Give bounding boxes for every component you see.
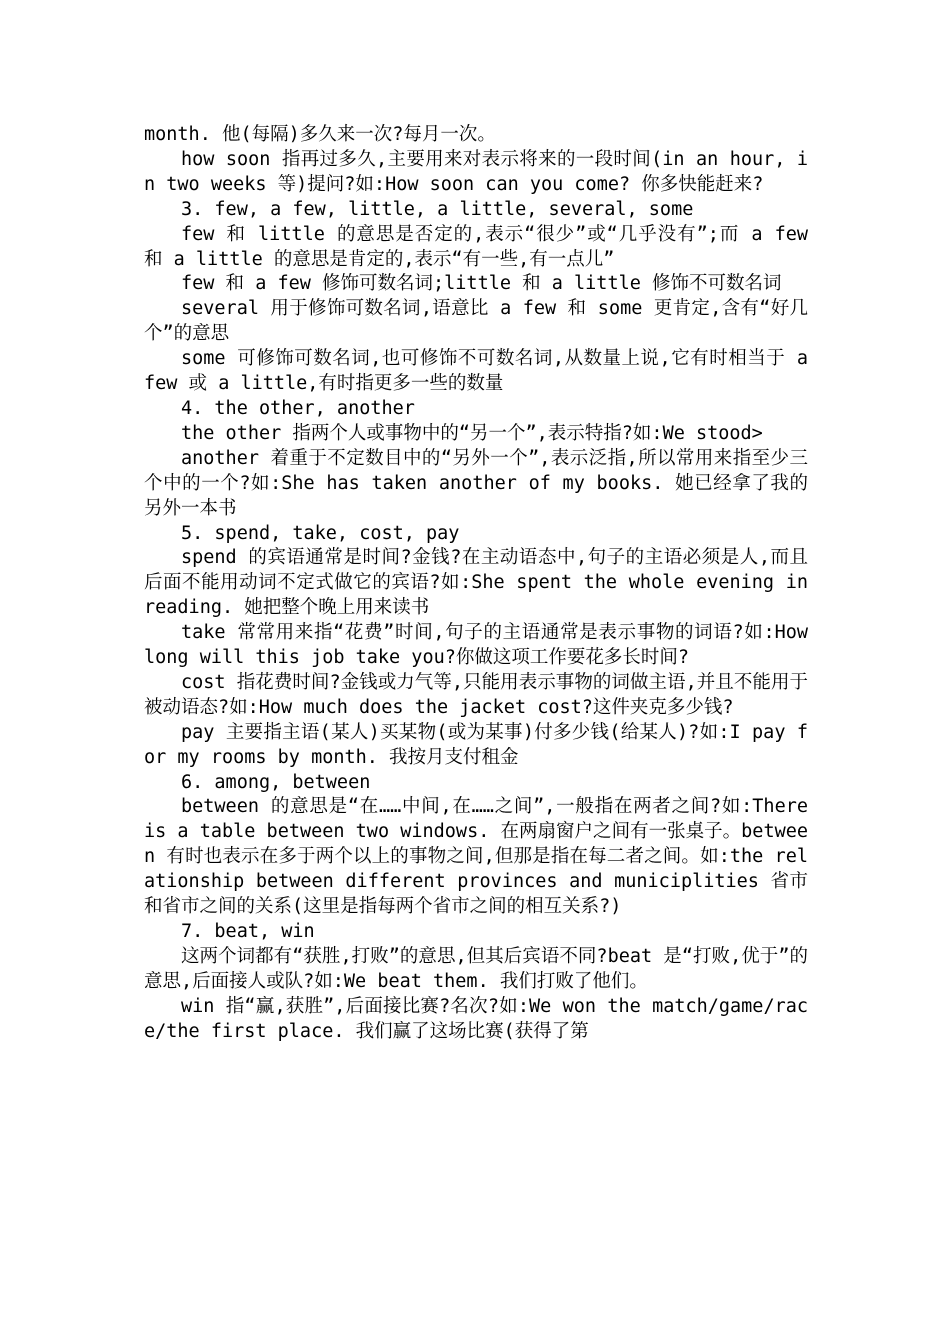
- paragraph-how-soon: how soon 指再过多久,主要用来对表示将来的一段时间(in an hour, in two weeks 等)提问?如:How soon can you come? 你多快能赶来?: [144, 148, 808, 195]
- paragraph-between: between 的意思是“在……中间,在……之间”,一般指在两者之间?如:There is a table between two windows. 在两扇窗户之间有一张桌子。between 有时也表示在多于两个以上的事物之间,但那是指在每二者之间。如:the relationship between different provinces and municiplities 省市和省市之间的关系(这里是指每两个省市之间的相互关系?): [144, 796, 808, 918]
- paragraph-few-little: few 和 little 的意思是否定的,表示“很少”或“几乎没有”;而 a few 和 a little 的意思是肯定的,表示“有一些,有一点儿”: [144, 223, 808, 270]
- paragraph-another: another 着重于不定数目中的“另外一个”,表示泛指,所以常用来指至少三个中的一个?如:She has taken another of my books. 她已经拿了我的另外一本书: [144, 447, 808, 519]
- paragraph-cost: cost 指花费时间?金钱或力气等,只能用表示事物的词做主语,并且不能用于被动语态?如:How much does the jacket cost?这件夹克多少钱?: [144, 671, 808, 718]
- paragraph-spend: spend 的宾语通常是时间?金钱?在主动语态中,句子的主语必须是人,而且后面不能用动词不定式做它的宾语?如:She spent the whole evening in reading. 她把整个晚上用来读书: [144, 547, 808, 619]
- paragraph-take: take 常常用来指“花费”时间,句子的主语通常是表示事物的词语?如:How long will this job take you?你做这项工作要花多长时间?: [144, 622, 808, 669]
- section-heading-5: 5. spend, take, cost, pay: [181, 522, 460, 544]
- paragraph-the-other: the other 指两个人或事物中的“另一个”,表示特指?如:We stood>: [181, 422, 763, 444]
- paragraph-some: some 可修饰可数名词,也可修饰不可数名词,从数量上说,它有时相当于 a few 或 a little,有时指更多一些的数量: [144, 348, 808, 395]
- section-heading-3: 3. few, a few, little, a little, several, some: [181, 198, 694, 220]
- paragraph-win: win 指“赢,获胜”,后面接比赛?名次?如:We won the match/game/race/the first place. 我们赢了这场比赛(获得了第: [144, 995, 808, 1042]
- document-body: [144, 123, 808, 1045]
- paragraph-beat: 这两个词都有“获胜,打败”的意思,但其后宾语不同?beat 是“打败,优于”的意思,后面接人或队?如:We beat them. 我们打败了他们。: [144, 945, 808, 992]
- paragraph-few-countable: few 和 a few 修饰可数名词;little 和 a little 修饰不可数名词: [181, 273, 782, 295]
- section-heading-7: 7. beat, win: [181, 921, 315, 942]
- section-heading-6: 6. among, between: [181, 771, 371, 793]
- paragraph-pay: pay 主要指主语(某人)买某物(或为某事)付多少钱(给某人)?如:I pay for my rooms by month. 我按月支付租金: [144, 721, 808, 768]
- paragraph-continuation: month. 他(每隔)多久来一次?每月一次。: [144, 124, 496, 145]
- paragraph-several: several 用于修饰可数名词,语意比 a few 和 some 更肯定,含有“好几个”的意思: [144, 298, 808, 345]
- section-heading-4: 4. the other, another: [181, 397, 415, 419]
